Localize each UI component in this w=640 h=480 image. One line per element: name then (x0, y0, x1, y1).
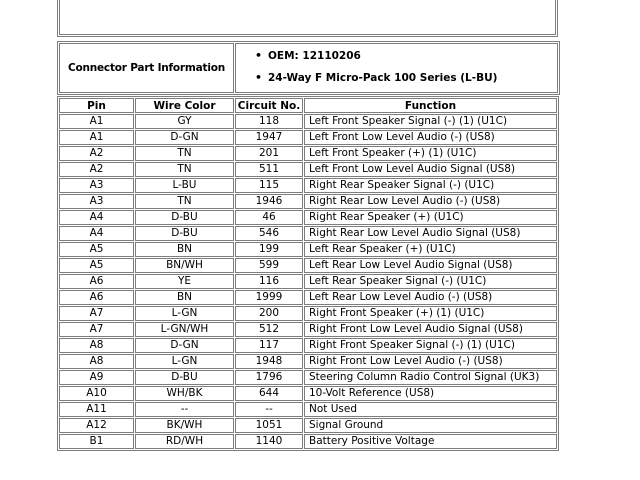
pin-cell: A8 (59, 354, 134, 369)
function-cell: Left Front Low Level Audio Signal (US8) (304, 162, 557, 177)
circuit-no-cell: 1946 (235, 194, 303, 209)
wire-color-cell: BK/WH (135, 418, 234, 433)
wire-color-cell: WH/BK (135, 386, 234, 401)
table-row (59, 354, 557, 369)
pin-cell: A1 (59, 114, 134, 129)
pin-cell: A1 (59, 130, 134, 145)
table-row (59, 242, 557, 257)
function-cell: Right Rear Low Level Audio Signal (US8) (304, 226, 557, 241)
function-cell: Battery Positive Voltage (304, 434, 557, 449)
table-row (59, 258, 557, 273)
table-row (59, 434, 557, 449)
series-bullet-item (255, 71, 553, 85)
circuit-no-cell: 115 (235, 178, 303, 193)
function-cell: Right Rear Low Level Audio (-) (US8) (304, 194, 557, 209)
column-header-pin: Pin (59, 98, 134, 113)
circuit-no-cell: 116 (235, 274, 303, 289)
pin-cell: A4 (59, 210, 134, 225)
function-cell: Left Rear Low Level Audio Signal (US8) (304, 258, 557, 273)
circuit-no-cell: 644 (235, 386, 303, 401)
pin-cell: A12 (59, 418, 134, 433)
series-text: 24-Way F Micro-Pack 100 Series (L-BU) (268, 72, 498, 84)
circuit-no-cell: 200 (235, 306, 303, 321)
pin-cell: A2 (59, 162, 134, 177)
wire-color-cell: D-BU (135, 226, 234, 241)
wire-color-cell: BN/WH (135, 258, 234, 273)
table-row (59, 114, 557, 129)
circuit-no-cell: 199 (235, 242, 303, 257)
wire-color-cell: TN (135, 162, 234, 177)
pin-cell: A5 (59, 242, 134, 257)
circuit-no-cell: -- (235, 402, 303, 417)
wire-color-cell: D-GN (135, 338, 234, 353)
circuit-no-cell: 46 (235, 210, 303, 225)
pin-cell: A6 (59, 274, 134, 289)
pin-table (57, 96, 559, 451)
wire-color-cell: -- (135, 402, 234, 417)
bullet-icon: • (255, 71, 263, 84)
wire-color-cell: RD/WH (135, 434, 234, 449)
circuit-no-cell: 118 (235, 114, 303, 129)
pin-cell: A10 (59, 386, 134, 401)
table-row (59, 386, 557, 401)
wire-color-cell: D-BU (135, 370, 234, 385)
table-row (59, 338, 557, 353)
function-cell: Right Front Low Level Audio (-) (US8) (304, 354, 557, 369)
table-row (59, 306, 557, 321)
pin-cell: A7 (59, 306, 134, 321)
wire-color-cell: BN (135, 242, 234, 257)
circuit-no-cell: 1947 (235, 130, 303, 145)
function-cell: Left Front Speaker Signal (-) (1) (U1C) (304, 114, 557, 129)
circuit-no-cell: 1796 (235, 370, 303, 385)
table-row (59, 402, 557, 417)
circuit-no-cell: 117 (235, 338, 303, 353)
function-cell: Not Used (304, 402, 557, 417)
column-header-function: Function (304, 98, 557, 113)
table-row (59, 162, 557, 177)
table-row (59, 226, 557, 241)
circuit-no-cell: 546 (235, 226, 303, 241)
function-cell: Right Rear Speaker Signal (-) (U1C) (304, 178, 557, 193)
table-row (59, 322, 557, 337)
wire-color-cell: L-BU (135, 178, 234, 193)
pin-cell: A9 (59, 370, 134, 385)
column-header-wire-color: Wire Color (135, 98, 234, 113)
pin-cell: A11 (59, 402, 134, 417)
circuit-no-cell: 1999 (235, 290, 303, 305)
empty-cell (59, 0, 556, 35)
table-row (59, 43, 558, 93)
wire-color-cell: L-GN (135, 354, 234, 369)
connector-part-information-label: Connector Part Information (59, 43, 234, 93)
table-row (59, 194, 557, 209)
function-cell: Steering Column Radio Control Signal (UK3) (304, 370, 557, 385)
pin-cell: A3 (59, 178, 134, 193)
table-row (59, 274, 557, 289)
table-row (59, 130, 557, 145)
wire-color-cell: L-GN (135, 306, 234, 321)
table-row (59, 418, 557, 433)
header-row (59, 98, 557, 113)
table-row (59, 290, 557, 305)
circuit-no-cell: 201 (235, 146, 303, 161)
wire-color-cell: TN (135, 194, 234, 209)
pin-table-body (59, 114, 557, 449)
circuit-no-cell: 1140 (235, 434, 303, 449)
circuit-no-cell: 512 (235, 322, 303, 337)
table-row (59, 146, 557, 161)
wire-color-cell: YE (135, 274, 234, 289)
function-cell: 10-Volt Reference (US8) (304, 386, 557, 401)
oem-bullet-item (255, 49, 553, 63)
wire-color-cell: D-GN (135, 130, 234, 145)
pin-cell: A3 (59, 194, 134, 209)
function-cell: Right Front Speaker (+) (1) (U1C) (304, 306, 557, 321)
bullet-icon: • (255, 49, 263, 62)
cut-off-table-above (57, 0, 558, 37)
table-row (59, 210, 557, 225)
pin-cell: A5 (59, 258, 134, 273)
pin-cell: A8 (59, 338, 134, 353)
connector-info-table (57, 41, 560, 95)
table-row (59, 370, 557, 385)
wire-color-cell: L-GN/WH (135, 322, 234, 337)
bullet-list (236, 44, 557, 92)
table-row (59, 0, 556, 35)
circuit-no-cell: 599 (235, 258, 303, 273)
wire-color-cell: BN (135, 290, 234, 305)
pin-cell: A4 (59, 226, 134, 241)
function-cell: Left Rear Low Level Audio (-) (US8) (304, 290, 557, 305)
wire-color-cell: GY (135, 114, 234, 129)
function-cell: Left Rear Speaker (+) (U1C) (304, 242, 557, 257)
function-cell: Signal Ground (304, 418, 557, 433)
column-header-circuit-no: Circuit No. (235, 98, 303, 113)
pin-cell: A2 (59, 146, 134, 161)
function-cell: Right Rear Speaker (+) (U1C) (304, 210, 557, 225)
function-cell: Left Front Speaker (+) (1) (U1C) (304, 146, 557, 161)
table-row (59, 178, 557, 193)
pin-cell: A7 (59, 322, 134, 337)
oem-text: OEM: 12110206 (268, 50, 361, 62)
circuit-no-cell: 1948 (235, 354, 303, 369)
pin-cell: A6 (59, 290, 134, 305)
function-cell: Right Front Speaker Signal (-) (1) (U1C) (304, 338, 557, 353)
function-cell: Left Rear Speaker Signal (-) (U1C) (304, 274, 557, 289)
circuit-no-cell: 1051 (235, 418, 303, 433)
wire-color-cell: D-BU (135, 210, 234, 225)
pin-cell: B1 (59, 434, 134, 449)
function-cell: Left Front Low Level Audio (-) (US8) (304, 130, 557, 145)
connector-details-cell (235, 43, 558, 93)
circuit-no-cell: 511 (235, 162, 303, 177)
function-cell: Right Front Low Level Audio Signal (US8) (304, 322, 557, 337)
wire-color-cell: TN (135, 146, 234, 161)
